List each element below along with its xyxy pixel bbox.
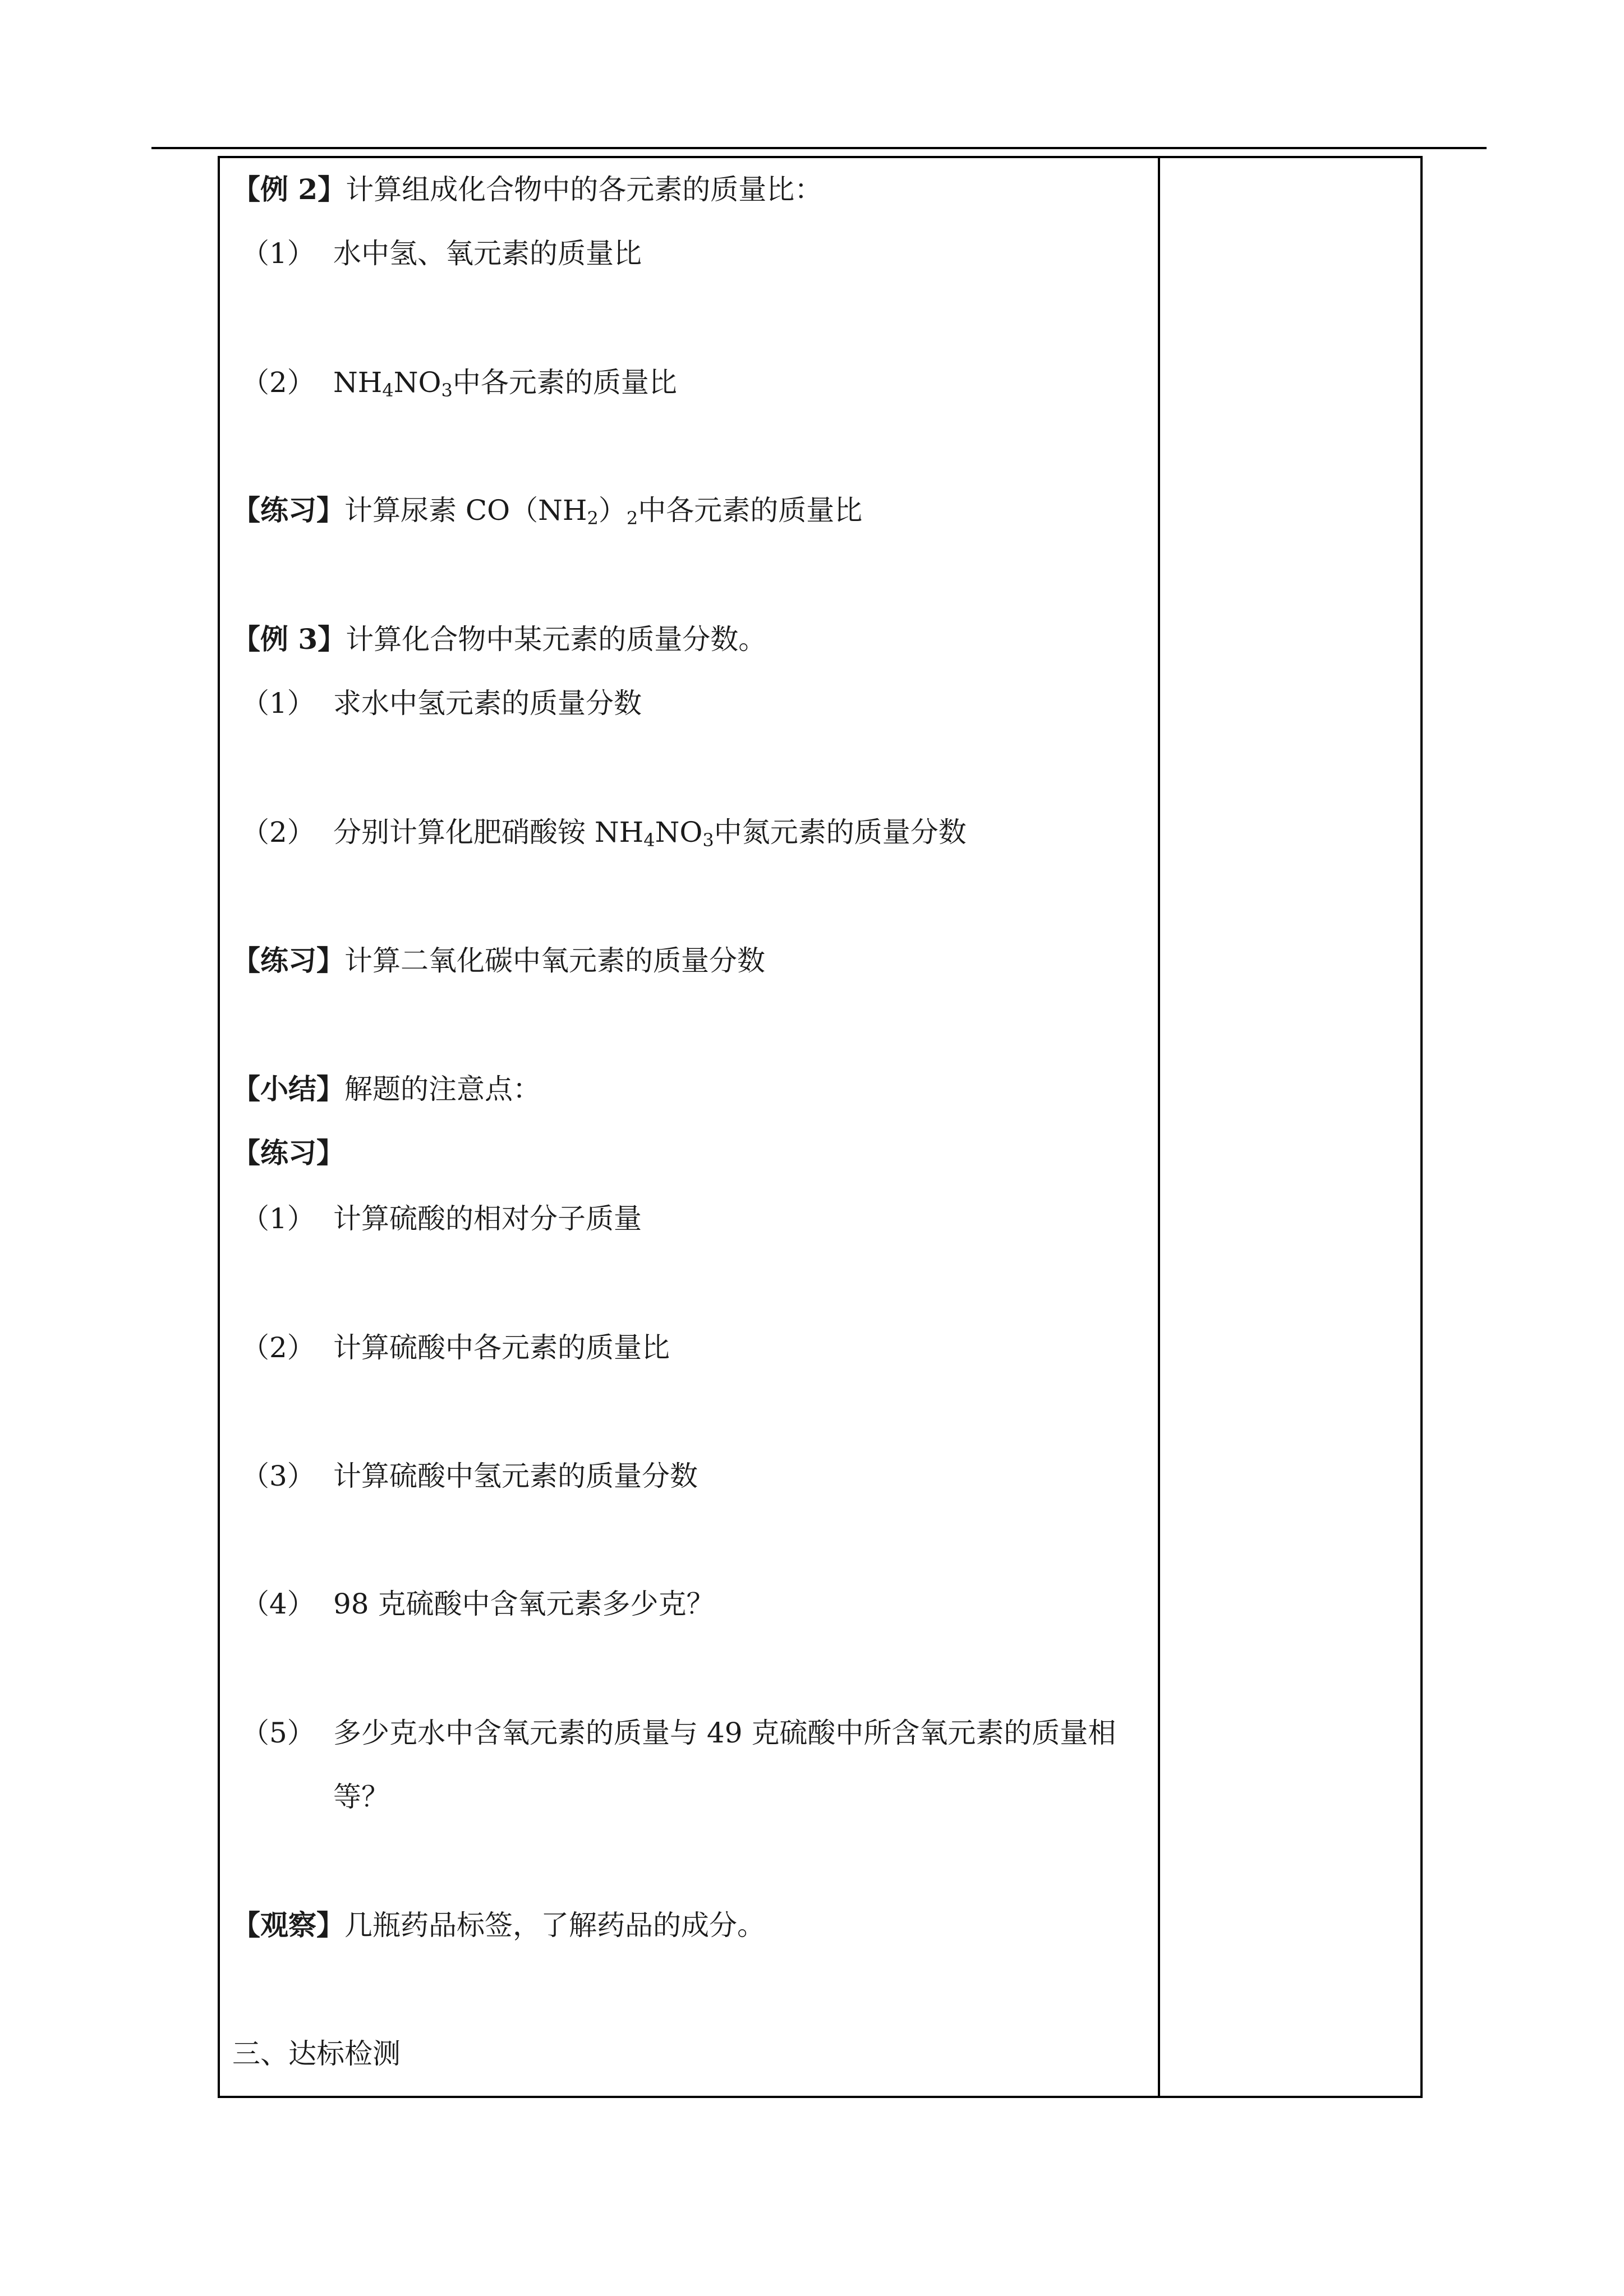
example-3-line bbox=[232, 623, 766, 656]
formula-no: NO bbox=[655, 816, 703, 849]
example-2-q2-number: （2） bbox=[241, 366, 315, 399]
observe-label: 【观察】 bbox=[232, 1908, 344, 1942]
formula-sub-4: 4 bbox=[643, 829, 655, 851]
formula-sub-2b: 2 bbox=[626, 508, 638, 529]
example-2-q2-text: 中各元素的质量比 bbox=[452, 366, 677, 399]
practice-urea-mid: ） bbox=[598, 494, 627, 527]
example-3-q1-text: 求水中氢元素的质量分数 bbox=[333, 687, 642, 720]
formula-no: NO bbox=[393, 366, 441, 399]
formula-nh: NH bbox=[333, 366, 383, 399]
formula-sub-3: 3 bbox=[702, 829, 714, 851]
practice-co2-line bbox=[232, 944, 765, 978]
example-2-line bbox=[232, 173, 822, 206]
example-3-q2-number: （2） bbox=[241, 816, 315, 849]
example-2-text: 计算组成化合物中的各元素的质量比： bbox=[346, 173, 823, 206]
practice-q4-text: 98 克硫酸中含氧元素多少克？ bbox=[333, 1588, 715, 1620]
practice-q3-number: （3） bbox=[241, 1460, 315, 1492]
section-3-heading: 三、达标检测 bbox=[232, 2037, 401, 2070]
practice-q5-text-line1: 多少克水中含氧元素的质量与 49 克硫酸中所含氧元素的质量相 bbox=[333, 1717, 1116, 1749]
summary-line bbox=[232, 1072, 541, 1106]
formula-sub-2: 2 bbox=[587, 508, 599, 529]
example-3-q1-number: （1） bbox=[241, 687, 315, 720]
practice-q4-number: （4） bbox=[241, 1588, 315, 1620]
header-rule bbox=[151, 147, 1487, 149]
practice-q2-number: （2） bbox=[241, 1331, 315, 1364]
practice-co2-text: 计算二氧化碳中氧元素的质量分数 bbox=[344, 944, 765, 977]
example-3-q2-tail: 中氮元素的质量分数 bbox=[714, 816, 967, 849]
practice-label: 【练习】 bbox=[232, 1136, 344, 1169]
formula-sub-4: 4 bbox=[382, 380, 394, 401]
table-column-divider bbox=[1158, 156, 1160, 2098]
practice-label: 【练习】 bbox=[232, 944, 344, 977]
example-3-text: 计算化合物中某元素的质量分数。 bbox=[346, 623, 767, 656]
practice-q5-text-line2: 等？ bbox=[333, 1781, 389, 1813]
summary-label: 【小结】 bbox=[232, 1072, 344, 1105]
formula-sub-3: 3 bbox=[441, 380, 453, 401]
practice-q5-number: （5） bbox=[241, 1717, 315, 1749]
practice-urea-line bbox=[232, 494, 862, 527]
practice-q1-number: （1） bbox=[241, 1202, 315, 1235]
content-table bbox=[218, 156, 1423, 2098]
practice-q3-text: 计算硫酸中氢元素的质量分数 bbox=[333, 1460, 698, 1492]
example-2-label: 【例 2】 bbox=[232, 173, 346, 206]
observe-line bbox=[232, 1908, 765, 1942]
example-3-q2-line bbox=[333, 815, 967, 849]
example-3-q2-text: 分别计算化肥硝酸铵 NH bbox=[333, 816, 644, 849]
summary-text: 解题的注意点： bbox=[344, 1073, 541, 1105]
example-3-label: 【例 3】 bbox=[232, 623, 346, 656]
practice-label: 【练习】 bbox=[232, 494, 344, 527]
practice-urea-text: 计算尿素 CO（NH bbox=[344, 494, 587, 527]
observe-text: 几瓶药品标签，了解药品的成分。 bbox=[344, 1909, 765, 1942]
practice-header-line bbox=[232, 1136, 344, 1170]
practice-urea-tail: 中各元素的质量比 bbox=[638, 494, 863, 527]
example-2-q1-text: 水中氢、氧元素的质量比 bbox=[333, 237, 642, 270]
practice-q2-text: 计算硫酸中各元素的质量比 bbox=[333, 1331, 670, 1364]
practice-q1-text: 计算硫酸的相对分子质量 bbox=[333, 1202, 642, 1235]
example-2-q1-number: （1） bbox=[241, 237, 315, 270]
example-2-q2-line bbox=[333, 366, 677, 399]
